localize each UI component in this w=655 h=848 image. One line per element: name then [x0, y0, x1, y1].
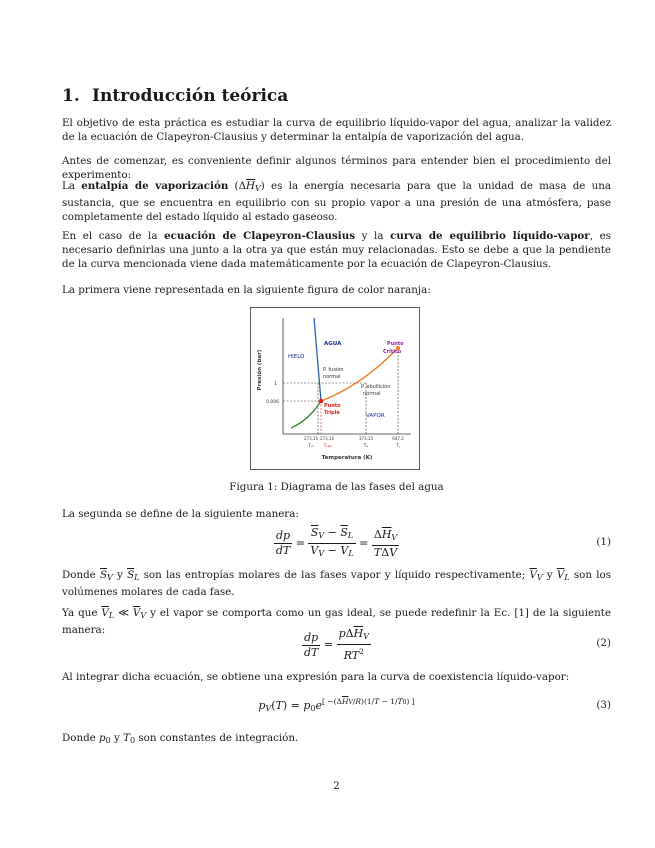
- x-tick-37315: 373.15: [359, 436, 373, 441]
- equation-1: [62, 526, 611, 558]
- label-vapor: VAPOR: [366, 413, 385, 419]
- constants-a: Donde: [62, 732, 100, 744]
- x-axis-label: Temperatura (K): [321, 455, 373, 461]
- ideal-gas-a: Ya que: [62, 607, 102, 619]
- label-hielo: HIELO: [288, 354, 305, 360]
- definitions-d: y: [542, 569, 557, 581]
- ideal-gas-b: y el vapor se comporta como un gas ideal, se puede redefinir la Ec. [1] de la siguiente manera:: [62, 607, 612, 636]
- equation-1-body: $\frac{dp}{dT}$ = $\frac{\overline{S}_V - \overline{S}_L}{\overline{V}_V - \overline{V}_L}$ = $\frac{\Delta\overline{H}_V}{T\Delta\overline{V}}$: [275, 526, 398, 559]
- x-tick-6473: 647.3: [392, 436, 404, 441]
- constants-c: son constantes de integración.: [135, 732, 299, 744]
- x-symbol-tc: T꜀: [395, 444, 401, 449]
- figure-intro-text: La primera viene representada en la siguiente figura de color naranja:: [62, 284, 431, 296]
- phase-diagram-figure: [250, 307, 420, 470]
- figure-caption: Figura 1: Diagrama de las fases del agua: [229, 481, 444, 493]
- definitions-e: son los volúmenes molares de cada fase.: [62, 569, 611, 598]
- label-triple-2: Triple: [324, 410, 340, 416]
- enthalpy-term: entalpía de vaporización: [81, 180, 229, 192]
- clapeyron-lead: En el caso de la: [62, 230, 165, 242]
- enthalpy-rest: es la energía necesaria para que la unidad de masa de una sustancia, que se encuentra en equilibrio con su propio vapor a una presión de una atmósfera, pase completamente del estado líquido al estado gaseoso.: [62, 180, 612, 223]
- equation-2-body: $\frac{dp}{dT}$ = $\frac{p\Delta\overline{H}_V}{RT^2}$: [304, 627, 369, 662]
- label-boiling-1: P. ebullición: [361, 384, 391, 390]
- definitions-b: y: [112, 569, 128, 581]
- label-fusion-1: P. fusión: [323, 367, 344, 373]
- paragraph-ideal-gas: Ya que $\overline{V}_L$ ≪ $\overline{V}_V$ y el vapor se comporta como un gas ideal, se puede redefinir la Ec. [1] de la siguiente manera:: [62, 607, 612, 636]
- paragraph-intro-terms-text: Antes de comenzar, es conveniente definir algunos términos para entender bien el procedimiento del experimento:: [62, 155, 611, 181]
- equation-1-number: (1): [596, 536, 611, 548]
- section-heading: Introducción teórica: [92, 86, 289, 106]
- integration-text: Al integrar dicha ecuación, se obtiene una expresión para la curva de coexistencia líquido-vapor:: [62, 671, 570, 683]
- paragraph-figure-intro: [62, 283, 611, 297]
- label-fusion-2: normal: [323, 374, 341, 380]
- paragraph-intro-terms: [62, 154, 611, 182]
- x-symbol-tm: Tₘ: [308, 444, 314, 449]
- y-tick-0006: 0.006: [266, 400, 279, 405]
- triple-point-marker: [319, 399, 324, 404]
- equation-3: [62, 692, 611, 716]
- equation-2-number: (2): [596, 637, 611, 649]
- label-triple-1: Punto: [324, 403, 341, 409]
- label-agua: AGUA: [324, 341, 342, 347]
- constants-b: y: [110, 732, 124, 744]
- clapeyron-term: ecuación de Clapeyron-Clausius: [164, 230, 356, 242]
- equation-3-body: $p_V(T) = p_0e[ -(\Delta HV/R)(1/T - 1/T0) ]$: [258, 697, 415, 713]
- equilibrium-curve-term: curva de equilibrio líquido-vapor: [390, 230, 590, 242]
- enthalpy-lead: La: [62, 180, 82, 192]
- page-number: 2: [333, 780, 340, 792]
- section-title: [62, 86, 288, 106]
- x-tick-27315: 273.15: [304, 436, 318, 441]
- label-critical-1: Punto: [387, 341, 404, 347]
- paragraph-objective-text: El objetivo de esta práctica es estudiar la curva de equilibrio líquido-vapor del agua, analizar la validez de la ecuación de Clapeyron-Clausius y determinar la entalpía de vaporización del agua.: [62, 117, 611, 143]
- sublimation-curve: [291, 401, 321, 428]
- x-symbol-ttp: T₍₂ₚ₎: [323, 444, 333, 449]
- y-axis-label: Presión (bar): [257, 349, 263, 391]
- fusion-curve: [314, 318, 321, 401]
- definitions-c: son las entropías molares de las fases vapor y líquido respectivamente;: [139, 569, 530, 581]
- y-tick-1: 1: [274, 382, 277, 387]
- x-symbol-te: Tₑ: [363, 444, 369, 449]
- paragraph-second-def: [62, 507, 611, 521]
- clapeyron-mid: y la: [355, 230, 391, 242]
- label-critical-2: Crítico: [383, 349, 402, 355]
- paragraph-objective: [62, 116, 611, 144]
- paragraph-clapeyron: [62, 229, 611, 271]
- x-tick-27316: 273.16: [320, 436, 334, 441]
- equation-3-number: (3): [596, 699, 611, 711]
- phase-diagram-svg: [251, 308, 419, 469]
- equation-2: [62, 627, 611, 662]
- label-boiling-2: normal: [363, 391, 381, 397]
- paragraph-constants: Donde $p_0$ y $T_0$ son constantes de integración.: [62, 732, 299, 745]
- second-def-text: La segunda se define de la siguiente manera:: [62, 508, 299, 520]
- paragraph-integration: [62, 670, 611, 684]
- paragraph-enthalpy: La entalpía de vaporización $(\Delta\overline{H}_V)$ es la energía necesaria para que la unidad de masa de una sustancia, que se encuentra en equilibrio con su propio vapor a una presión de una atmósfera, pase completamente del estado líquido al estado gaseoso.: [62, 180, 612, 223]
- paragraph-definitions: Donde $\overline{S}_V$ y $\overline{S}_L$ son las entropías molares de las fases vapor y líquido respectivamente; $\overline{V}_V$ y $\overline{V}_L$ son los volúmenes molares de cada fase.: [62, 569, 611, 598]
- clapeyron-rest: , es necesario definirlas una junto a la otra ya que están muy relacionadas. Esto se debe a que la pendiente de la curva mencionada viene dada matemáticamente por la ecuación de Clapeyron-Clausius.: [62, 230, 611, 270]
- section-number: 1.: [62, 86, 80, 106]
- definitions-a: Donde: [62, 569, 100, 581]
